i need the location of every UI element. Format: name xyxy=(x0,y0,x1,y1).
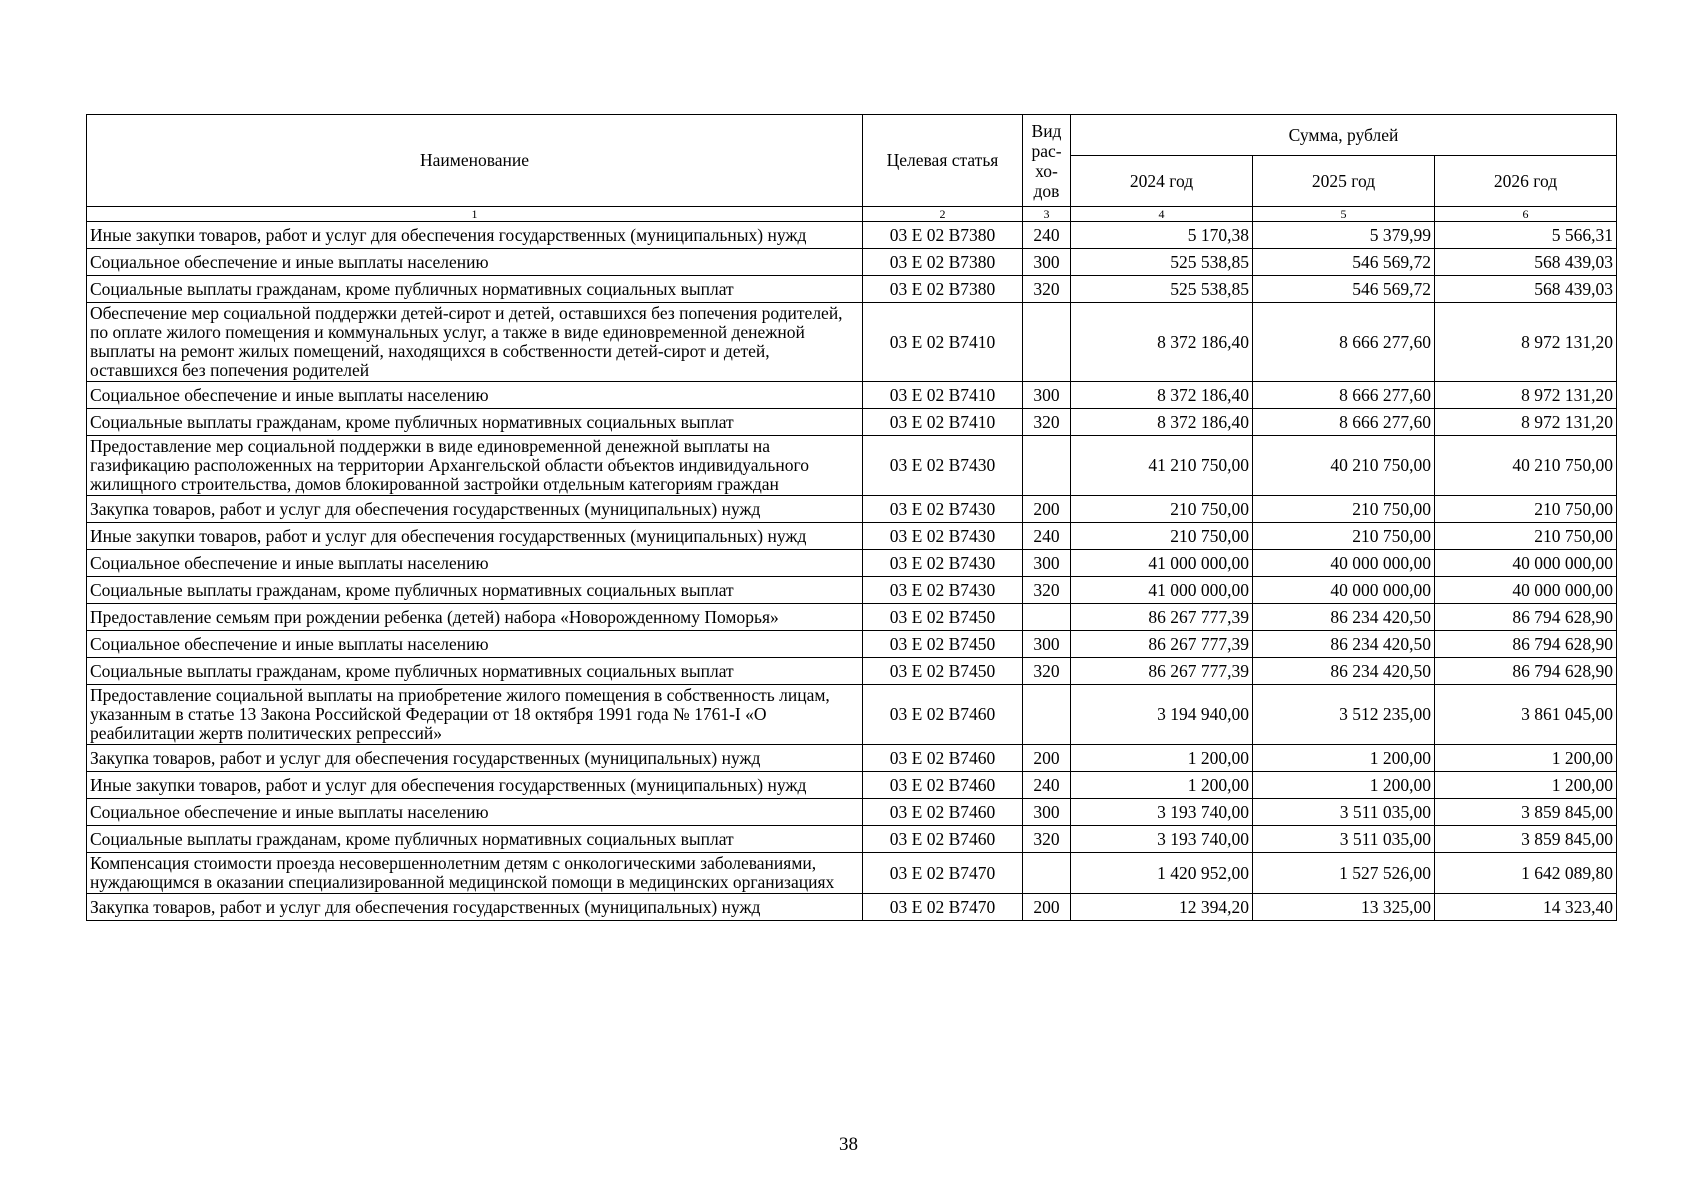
header-expense-type: Вид рас-хо-дов xyxy=(1023,115,1071,207)
row-expense-type: 200 xyxy=(1023,496,1071,523)
row-amount-2025: 1 527 526,00 xyxy=(1253,853,1435,894)
row-target-article: 03 Е 02 В7410 xyxy=(863,382,1023,409)
row-expense-type: 300 xyxy=(1023,249,1071,276)
row-amount-2026: 40 000 000,00 xyxy=(1435,550,1617,577)
table-row xyxy=(87,550,1617,577)
column-number: 5 xyxy=(1253,207,1435,222)
row-name: Социальные выплаты гражданам, кроме публичных нормативных социальных выплат xyxy=(87,276,863,303)
row-amount-2025: 13 325,00 xyxy=(1253,894,1435,921)
row-amount-2024: 1 420 952,00 xyxy=(1071,853,1253,894)
row-target-article: 03 Е 02 В7430 xyxy=(863,436,1023,496)
row-name: Предоставление социальной выплаты на приобретение жилого помещения в собственность лицам, указанным в статье 13 Закона Российской Федерации от 18 октября 1991 года № 1761-I «О реабилитации жертв политических репрессий» xyxy=(87,685,863,745)
row-expense-type xyxy=(1023,853,1071,894)
table-row xyxy=(87,772,1617,799)
row-amount-2025: 5 379,99 xyxy=(1253,222,1435,249)
table-row xyxy=(87,577,1617,604)
row-amount-2026: 210 750,00 xyxy=(1435,496,1617,523)
row-amount-2025: 3 512 235,00 xyxy=(1253,685,1435,745)
row-expense-type: 240 xyxy=(1023,772,1071,799)
row-amount-2025: 546 569,72 xyxy=(1253,276,1435,303)
row-target-article: 03 Е 02 В7470 xyxy=(863,853,1023,894)
row-name: Иные закупки товаров, работ и услуг для обеспечения государственных (муниципальных) нужд xyxy=(87,772,863,799)
column-number: 4 xyxy=(1071,207,1253,222)
row-name: Социальное обеспечение и иные выплаты населению xyxy=(87,249,863,276)
row-name: Социальные выплаты гражданам, кроме публичных нормативных социальных выплат xyxy=(87,577,863,604)
row-expense-type: 300 xyxy=(1023,631,1071,658)
row-target-article: 03 Е 02 В7460 xyxy=(863,745,1023,772)
row-target-article: 03 Е 02 В7460 xyxy=(863,685,1023,745)
row-amount-2026: 40 210 750,00 xyxy=(1435,436,1617,496)
row-expense-type: 240 xyxy=(1023,222,1071,249)
row-name: Социальное обеспечение и иные выплаты населению xyxy=(87,799,863,826)
row-name: Иные закупки товаров, работ и услуг для обеспечения государственных (муниципальных) нужд xyxy=(87,523,863,550)
row-amount-2024: 5 170,38 xyxy=(1071,222,1253,249)
row-amount-2024: 12 394,20 xyxy=(1071,894,1253,921)
table-row xyxy=(87,799,1617,826)
table-row xyxy=(87,382,1617,409)
row-name: Социальные выплаты гражданам, кроме публичных нормативных социальных выплат xyxy=(87,658,863,685)
table-row xyxy=(87,496,1617,523)
row-expense-type: 320 xyxy=(1023,409,1071,436)
row-expense-type: 320 xyxy=(1023,658,1071,685)
row-amount-2024: 3 194 940,00 xyxy=(1071,685,1253,745)
row-expense-type: 240 xyxy=(1023,523,1071,550)
row-amount-2026: 568 439,03 xyxy=(1435,249,1617,276)
row-amount-2026: 40 000 000,00 xyxy=(1435,577,1617,604)
row-expense-type: 200 xyxy=(1023,745,1071,772)
row-amount-2026: 5 566,31 xyxy=(1435,222,1617,249)
table-row xyxy=(87,436,1617,496)
row-name: Социальное обеспечение и иные выплаты населению xyxy=(87,631,863,658)
row-name: Социальные выплаты гражданам, кроме публичных нормативных социальных выплат xyxy=(87,409,863,436)
row-amount-2026: 1 200,00 xyxy=(1435,745,1617,772)
row-amount-2025: 40 210 750,00 xyxy=(1253,436,1435,496)
row-expense-type xyxy=(1023,685,1071,745)
row-expense-type xyxy=(1023,303,1071,382)
row-amount-2025: 546 569,72 xyxy=(1253,249,1435,276)
row-expense-type: 320 xyxy=(1023,577,1071,604)
row-amount-2024: 8 372 186,40 xyxy=(1071,303,1253,382)
row-amount-2026: 210 750,00 xyxy=(1435,523,1617,550)
row-amount-2024: 1 200,00 xyxy=(1071,745,1253,772)
row-amount-2026: 3 859 845,00 xyxy=(1435,799,1617,826)
row-amount-2024: 210 750,00 xyxy=(1071,523,1253,550)
row-expense-type: 200 xyxy=(1023,894,1071,921)
row-amount-2024: 3 193 740,00 xyxy=(1071,826,1253,853)
row-expense-type: 300 xyxy=(1023,382,1071,409)
column-number: 2 xyxy=(863,207,1023,222)
column-number: 3 xyxy=(1023,207,1071,222)
header-sum-group: Сумма, рублей xyxy=(1071,115,1617,156)
table-row xyxy=(87,249,1617,276)
row-target-article: 03 Е 02 В7460 xyxy=(863,826,1023,853)
row-amount-2025: 8 666 277,60 xyxy=(1253,382,1435,409)
row-amount-2025: 1 200,00 xyxy=(1253,745,1435,772)
table-row xyxy=(87,631,1617,658)
row-expense-type: 320 xyxy=(1023,276,1071,303)
header-year-2025: 2025 год xyxy=(1253,156,1435,207)
table-row xyxy=(87,658,1617,685)
row-amount-2024: 525 538,85 xyxy=(1071,249,1253,276)
row-target-article: 03 Е 02 В7430 xyxy=(863,496,1023,523)
row-amount-2026: 86 794 628,90 xyxy=(1435,604,1617,631)
row-name: Компенсация стоимости проезда несовершеннолетним детям с онкологическими заболеваниями, нуждающимся в оказании специализированной медицинской помощи в медицинских организациях xyxy=(87,853,863,894)
row-amount-2025: 210 750,00 xyxy=(1253,496,1435,523)
row-amount-2025: 3 511 035,00 xyxy=(1253,799,1435,826)
column-number: 6 xyxy=(1435,207,1617,222)
row-amount-2026: 8 972 131,20 xyxy=(1435,303,1617,382)
row-target-article: 03 Е 02 В7460 xyxy=(863,772,1023,799)
header-name: Наименование xyxy=(87,115,863,207)
row-amount-2026: 568 439,03 xyxy=(1435,276,1617,303)
column-number: 1 xyxy=(87,207,863,222)
row-amount-2026: 3 861 045,00 xyxy=(1435,685,1617,745)
row-amount-2024: 1 200,00 xyxy=(1071,772,1253,799)
row-name: Закупка товаров, работ и услуг для обеспечения государственных (муниципальных) нужд xyxy=(87,496,863,523)
row-amount-2024: 86 267 777,39 xyxy=(1071,604,1253,631)
row-amount-2025: 40 000 000,00 xyxy=(1253,577,1435,604)
row-target-article: 03 Е 02 В7470 xyxy=(863,894,1023,921)
row-amount-2025: 40 000 000,00 xyxy=(1253,550,1435,577)
table-row xyxy=(87,222,1617,249)
row-name: Социальное обеспечение и иные выплаты населению xyxy=(87,550,863,577)
row-name: Социальные выплаты гражданам, кроме публичных нормативных социальных выплат xyxy=(87,826,863,853)
budget-table xyxy=(86,114,1617,921)
row-target-article: 03 Е 02 В7410 xyxy=(863,409,1023,436)
row-expense-type: 300 xyxy=(1023,550,1071,577)
table-row xyxy=(87,685,1617,745)
row-amount-2024: 8 372 186,40 xyxy=(1071,382,1253,409)
header-target-article: Целевая статья xyxy=(863,115,1023,207)
row-expense-type xyxy=(1023,604,1071,631)
row-expense-type: 320 xyxy=(1023,826,1071,853)
table-row xyxy=(87,303,1617,382)
row-amount-2026: 1 642 089,80 xyxy=(1435,853,1617,894)
row-target-article: 03 Е 02 В7430 xyxy=(863,577,1023,604)
row-amount-2025: 8 666 277,60 xyxy=(1253,409,1435,436)
row-name: Предоставление мер социальной поддержки в виде единовременной денежной выплаты на газификацию расположенных на территории Архангельской области объектов индивидуального жилищного строительства, домов блокированной застройки отдельным категориям граждан xyxy=(87,436,863,496)
row-amount-2025: 8 666 277,60 xyxy=(1253,303,1435,382)
row-amount-2024: 8 372 186,40 xyxy=(1071,409,1253,436)
table-row xyxy=(87,604,1617,631)
row-target-article: 03 Е 02 В7380 xyxy=(863,276,1023,303)
row-name: Иные закупки товаров, работ и услуг для обеспечения государственных (муниципальных) нужд xyxy=(87,222,863,249)
row-name: Закупка товаров, работ и услуг для обеспечения государственных (муниципальных) нужд xyxy=(87,745,863,772)
row-amount-2024: 41 000 000,00 xyxy=(1071,577,1253,604)
table-row xyxy=(87,826,1617,853)
row-amount-2024: 3 193 740,00 xyxy=(1071,799,1253,826)
row-target-article: 03 Е 02 В7450 xyxy=(863,658,1023,685)
table-row xyxy=(87,409,1617,436)
row-amount-2025: 86 234 420,50 xyxy=(1253,604,1435,631)
row-target-article: 03 Е 02 В7430 xyxy=(863,523,1023,550)
row-name: Закупка товаров, работ и услуг для обеспечения государственных (муниципальных) нужд xyxy=(87,894,863,921)
row-target-article: 03 Е 02 В7430 xyxy=(863,550,1023,577)
page-number: 38 xyxy=(839,1134,858,1155)
row-amount-2026: 86 794 628,90 xyxy=(1435,658,1617,685)
row-target-article: 03 Е 02 В7450 xyxy=(863,604,1023,631)
row-target-article: 03 Е 02 В7450 xyxy=(863,631,1023,658)
row-amount-2026: 8 972 131,20 xyxy=(1435,409,1617,436)
row-amount-2026: 3 859 845,00 xyxy=(1435,826,1617,853)
row-amount-2026: 8 972 131,20 xyxy=(1435,382,1617,409)
row-amount-2024: 41 210 750,00 xyxy=(1071,436,1253,496)
row-amount-2025: 3 511 035,00 xyxy=(1253,826,1435,853)
row-expense-type xyxy=(1023,436,1071,496)
row-amount-2025: 86 234 420,50 xyxy=(1253,658,1435,685)
row-amount-2026: 14 323,40 xyxy=(1435,894,1617,921)
table-body xyxy=(87,222,1617,921)
table-row xyxy=(87,853,1617,894)
row-target-article: 03 Е 02 В7380 xyxy=(863,222,1023,249)
table-row xyxy=(87,894,1617,921)
header-year-2024: 2024 год xyxy=(1071,156,1253,207)
row-amount-2025: 86 234 420,50 xyxy=(1253,631,1435,658)
header-year-2026: 2026 год xyxy=(1435,156,1617,207)
row-amount-2024: 41 000 000,00 xyxy=(1071,550,1253,577)
row-target-article: 03 Е 02 В7380 xyxy=(863,249,1023,276)
row-amount-2026: 86 794 628,90 xyxy=(1435,631,1617,658)
row-name: Обеспечение мер социальной поддержки детей-сирот и детей, оставшихся без попечения родителей, по оплате жилого помещения и коммунальных услуг, а также в виде единовременной денежной выплаты на ремонт жилых помещений, находящихся в собственности детей-сирот и детей, оставшихся без попечения родителей xyxy=(87,303,863,382)
row-amount-2024: 86 267 777,39 xyxy=(1071,631,1253,658)
row-target-article: 03 Е 02 В7410 xyxy=(863,303,1023,382)
row-amount-2025: 210 750,00 xyxy=(1253,523,1435,550)
row-expense-type: 300 xyxy=(1023,799,1071,826)
row-amount-2025: 1 200,00 xyxy=(1253,772,1435,799)
table-row xyxy=(87,745,1617,772)
table-row xyxy=(87,276,1617,303)
row-name: Предоставление семьям при рождении ребенка (детей) набора «Новорожденному Поморья» xyxy=(87,604,863,631)
row-target-article: 03 Е 02 В7460 xyxy=(863,799,1023,826)
row-amount-2024: 210 750,00 xyxy=(1071,496,1253,523)
row-amount-2026: 1 200,00 xyxy=(1435,772,1617,799)
row-amount-2024: 525 538,85 xyxy=(1071,276,1253,303)
table-row xyxy=(87,523,1617,550)
row-name: Социальное обеспечение и иные выплаты населению xyxy=(87,382,863,409)
row-amount-2024: 86 267 777,39 xyxy=(1071,658,1253,685)
